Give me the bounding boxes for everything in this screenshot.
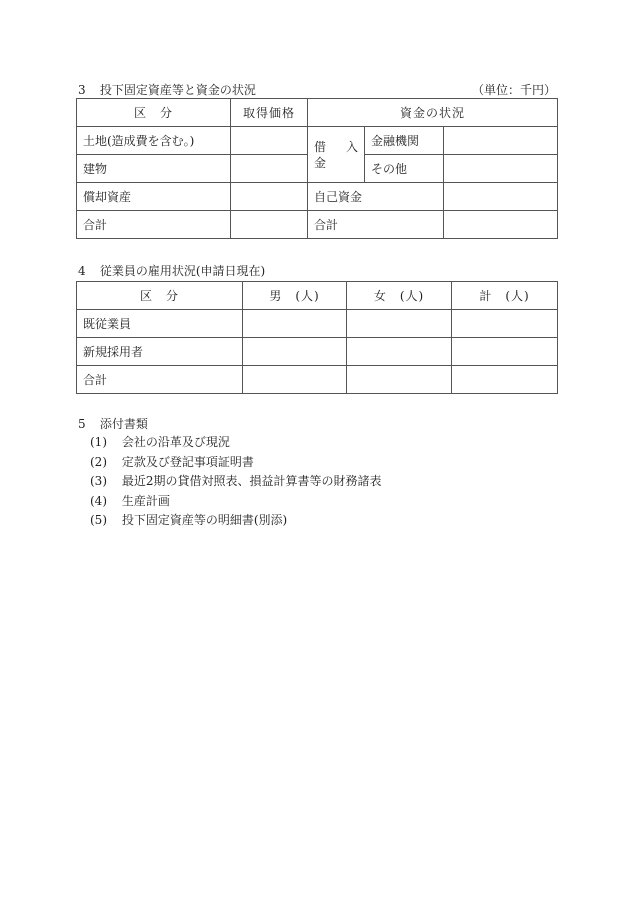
section4-number: 4 <box>78 264 86 278</box>
row-label-land: 土地(造成費を含む。) <box>77 127 231 155</box>
section5-heading <box>78 416 148 432</box>
row-label-total: 合計 <box>77 211 231 239</box>
table-row <box>77 127 558 155</box>
list-item <box>90 453 381 473</box>
cell-total[interactable] <box>452 366 558 394</box>
list-index: (2) <box>90 454 107 469</box>
list-item <box>90 433 381 453</box>
section3-heading <box>78 82 256 98</box>
employment-table <box>76 281 558 394</box>
table-row <box>77 310 558 338</box>
header-category: 区 分 <box>77 282 243 310</box>
section5-title: 添付書類 <box>99 417 148 431</box>
header-total: 計 (人) <box>452 282 558 310</box>
row-label-building: 建物 <box>77 155 231 183</box>
section5-number: 5 <box>78 417 86 431</box>
table-header-row <box>77 282 558 310</box>
label-funding-total: 合計 <box>308 211 444 239</box>
fixed-assets-table <box>76 98 558 239</box>
cell-total[interactable] <box>452 338 558 366</box>
section3-number: 3 <box>78 83 86 97</box>
list-item <box>90 472 381 492</box>
list-text: 生産計画 <box>121 493 170 508</box>
list-item <box>90 492 381 512</box>
list-text: 最近2期の貸借対照表、損益計算書等の財務諸表 <box>121 474 382 488</box>
table-header-row <box>77 99 558 127</box>
label-own-funds: 自己資金 <box>308 183 444 211</box>
cell-female[interactable] <box>347 366 452 394</box>
borrowing-char-3: 金 <box>314 155 327 170</box>
cell-male[interactable] <box>243 338 347 366</box>
label-financial-institution: 金融機関 <box>365 127 444 155</box>
attachments-list <box>90 433 381 531</box>
label-other: その他 <box>365 155 444 183</box>
section4-heading <box>78 263 265 279</box>
value-land[interactable] <box>231 127 308 155</box>
cell-total[interactable] <box>452 310 558 338</box>
list-index: (4) <box>90 493 107 508</box>
cell-female[interactable] <box>347 310 452 338</box>
list-index: (3) <box>90 474 107 488</box>
section4-title: 従業員の雇用状況(申請日現在) <box>99 264 266 278</box>
unit-label: （単位：千円） <box>471 83 556 97</box>
value-funding-total[interactable] <box>444 211 558 239</box>
value-other[interactable] <box>444 155 558 183</box>
table-row <box>77 338 558 366</box>
row-label-new-hires: 新規採用者 <box>77 338 243 366</box>
row-label-depreciable-assets: 償却資産 <box>77 183 231 211</box>
table-row <box>77 211 558 239</box>
list-text: 会社の沿革及び現況 <box>121 435 230 449</box>
list-text: 投下固定資産等の明細書(別添) <box>121 513 288 527</box>
cell-male[interactable] <box>243 366 347 394</box>
table-row <box>77 183 558 211</box>
value-financial-institution[interactable] <box>444 127 558 155</box>
table-row <box>77 366 558 394</box>
list-index: (5) <box>90 513 107 527</box>
value-own-funds[interactable] <box>444 183 558 211</box>
row-label-existing-employees: 既従業員 <box>77 310 243 338</box>
value-total-assets[interactable] <box>231 211 308 239</box>
list-text: 定款及び登記事項証明書 <box>121 454 254 469</box>
section3-title: 投下固定資産等と資金の状況 <box>99 83 256 97</box>
header-female: 女 (人) <box>347 282 452 310</box>
value-depreciable-assets[interactable] <box>231 183 308 211</box>
borrowing-char-1: 借 <box>314 139 327 154</box>
header-category: 区 分 <box>77 99 231 127</box>
row-label-total: 合計 <box>77 366 243 394</box>
header-male: 男 (人) <box>243 282 347 310</box>
list-item <box>90 511 381 531</box>
borrowing-label <box>308 127 365 183</box>
list-index: (1) <box>90 435 107 449</box>
value-building[interactable] <box>231 155 308 183</box>
cell-female[interactable] <box>347 338 452 366</box>
borrowing-char-2: 入 <box>345 139 358 154</box>
header-acquisition-price: 取得価格 <box>231 99 308 127</box>
cell-male[interactable] <box>243 310 347 338</box>
header-funding-status: 資金の状況 <box>308 99 558 127</box>
